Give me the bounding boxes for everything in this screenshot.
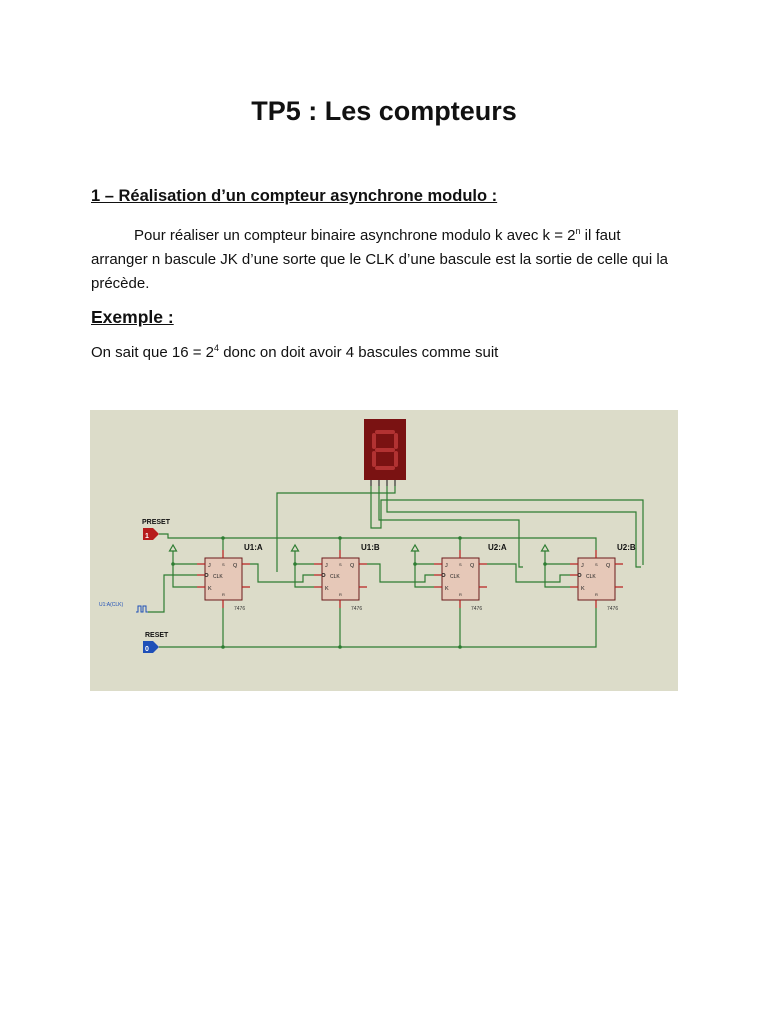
pin-k-label: K — [208, 586, 212, 592]
junction-dot — [458, 536, 462, 540]
flip-flop-label: U2:B — [617, 543, 636, 552]
pin-clk-label: CLK — [586, 574, 596, 580]
junction-dot — [221, 645, 225, 649]
pin-q-label: Q — [470, 563, 475, 569]
para-sup: n — [575, 226, 581, 236]
reset-terminal-tip — [153, 641, 159, 653]
pin-s-label: S — [339, 562, 342, 567]
pin-s-label: S — [459, 562, 462, 567]
page-title: TP5 : Les compteurs — [251, 96, 517, 126]
intro-paragraph — [91, 224, 671, 296]
wire-q2-clk3 — [487, 564, 570, 582]
pin-j-label: J — [581, 563, 584, 569]
pin-r-label: R — [222, 592, 225, 597]
pin-k-label: K — [581, 586, 585, 592]
junction-dot — [293, 562, 297, 566]
vcc-arrow — [542, 545, 549, 551]
vcc-arrow — [412, 545, 419, 551]
pin-q-label: Q — [606, 563, 611, 569]
junction-dot — [543, 562, 547, 566]
pin-q-label: Q — [350, 563, 355, 569]
part-number: 7476 — [351, 606, 363, 612]
wire-reset — [159, 608, 596, 647]
circuit-diagram — [90, 410, 678, 691]
pin-clk-label: CLK — [450, 574, 460, 580]
clock-source-icon — [136, 606, 148, 612]
pin-k-label: K — [445, 586, 449, 592]
display-digit: 8 — [385, 492, 386, 493]
junction-dot — [338, 645, 342, 649]
junction-dot — [458, 645, 462, 649]
preset-value: 1 — [145, 533, 149, 540]
wire-preset-3 — [340, 538, 460, 550]
vcc-arrow — [292, 545, 299, 551]
wire-display-bit1 — [371, 486, 643, 565]
example-heading: Exemple : — [91, 307, 174, 327]
pin-q-label: Q — [233, 563, 238, 569]
pin-s-label: S — [595, 562, 598, 567]
pin-r-label: R — [595, 592, 598, 597]
pin-k-label: K — [325, 586, 329, 592]
pin-r-label: R — [459, 592, 462, 597]
vcc-arrow — [170, 545, 177, 551]
preset-label: PRESET — [142, 519, 171, 526]
preset-terminal-tip — [153, 528, 159, 540]
part-number: 7476 — [471, 606, 483, 612]
junction-dot — [171, 562, 175, 566]
wire-q1-clk2 — [367, 564, 434, 582]
reset-value: 0 — [145, 646, 149, 653]
part-number: 7476 — [234, 606, 246, 612]
example-text-1: On sait que 16 = 2 — [91, 344, 215, 361]
flip-flop-label: U1:B — [361, 543, 380, 552]
part-number: 7476 — [607, 606, 619, 612]
wire-preset — [159, 534, 223, 550]
pin-j-label: J — [325, 563, 328, 569]
circuit-figure — [90, 410, 678, 691]
wire-preset-2 — [223, 538, 340, 550]
pin-j-label: J — [445, 563, 448, 569]
junction-dot — [413, 562, 417, 566]
clock-label: U1:A(CLK) — [99, 602, 124, 608]
wire-jk-high — [173, 551, 197, 587]
reset-label: RESET — [145, 632, 169, 639]
pin-clk-label: CLK — [213, 574, 223, 580]
pin-r-label: R — [339, 592, 342, 597]
pin-clk-label: CLK — [330, 574, 340, 580]
example-sup: 4 — [214, 343, 220, 353]
wire-display-bit2 — [379, 486, 523, 567]
wire-preset-4 — [460, 538, 596, 550]
flip-flop-label: U1:A — [244, 543, 263, 552]
flip-flop-label: U2:A — [488, 543, 507, 552]
wire-q0-clk1 — [250, 564, 314, 582]
junction-dot — [338, 536, 342, 540]
example-line — [91, 344, 498, 361]
example-text-2: donc on doit avoir 4 bascules comme suit — [219, 344, 499, 361]
para-text-2: il faut arranger n bascule JK d’une sorte que le CLK d’une bascule est la sortie de celle qui la précède. — [91, 227, 669, 292]
section-heading: 1 – Réalisation d’un compteur asynchrone modulo : — [91, 187, 498, 205]
pin-j-label: J — [208, 563, 211, 569]
pin-s-label: S — [222, 562, 225, 567]
para-text-1: Pour réaliser un compteur binaire asynchrone modulo k avec k = 2 — [134, 227, 576, 244]
wire-display-bit3 — [387, 486, 641, 567]
junction-dot — [221, 536, 225, 540]
